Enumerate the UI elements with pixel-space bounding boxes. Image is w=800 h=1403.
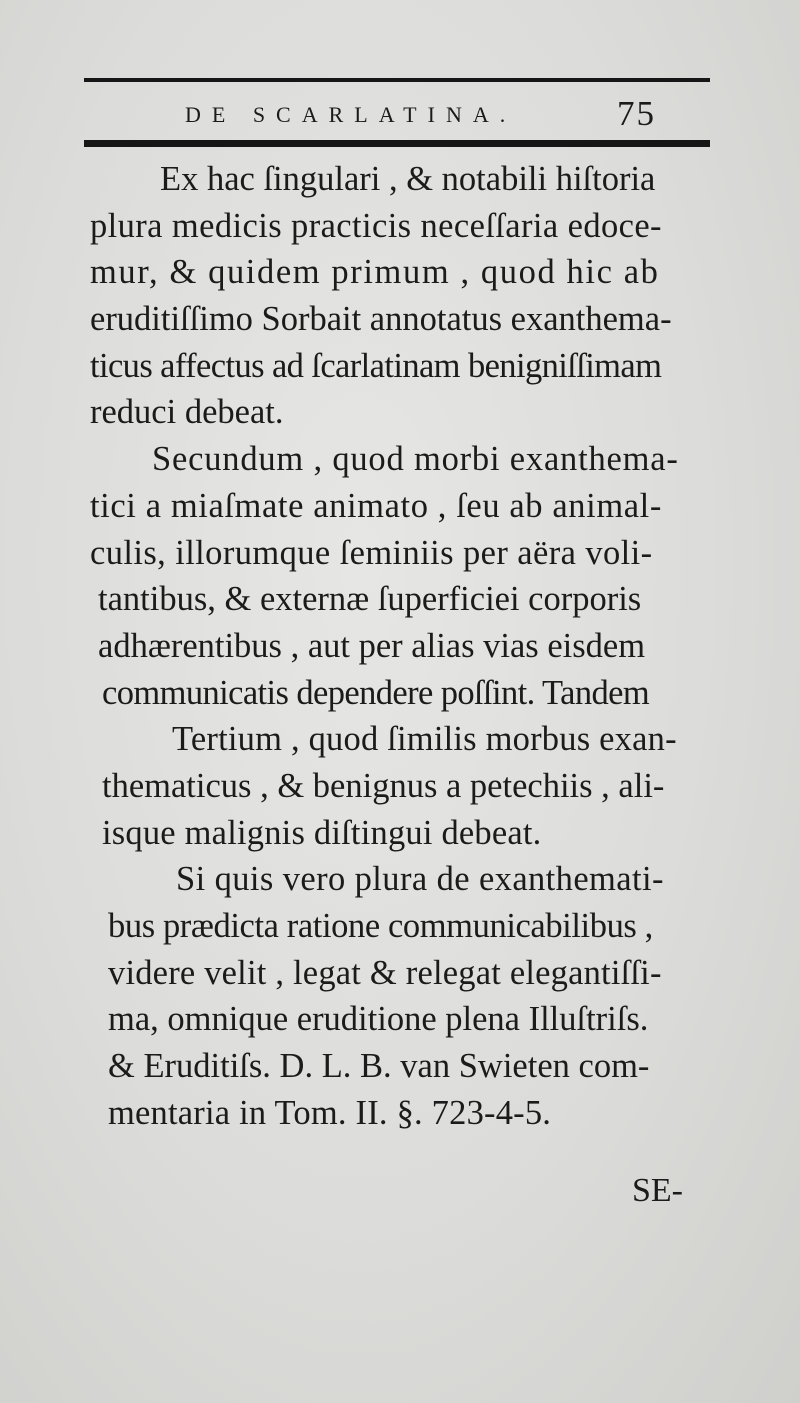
text-line: reduci debeat.: [90, 393, 284, 432]
text-line: tici a miaſmate animato , ſeu ab animal-: [90, 486, 662, 525]
text-line: thematicus , & benignus a petechiis , ali-: [102, 766, 665, 805]
body-text: [90, 156, 730, 1136]
text-line: Secundum , quod morbi exanthema-: [152, 440, 679, 479]
text-line: & Eruditiſs. D. L. B. van Swieten com-: [108, 1047, 650, 1086]
text-line: culis, illorumque ſeminiis per aëra voli-: [90, 533, 653, 572]
text-line: bus prædicta ratione communicabilibus ,: [108, 907, 653, 945]
text-line: tantibus, & externæ ſuperficiei corporis: [98, 580, 642, 619]
text-line: adhærentibus , aut per alias vias eisdem: [98, 626, 646, 665]
text-line: eruditiſſimo Sorbait annotatus exanthema-: [90, 300, 672, 339]
text-line: Si quis vero plura de exanthemati-: [176, 860, 664, 899]
text-line: ma, omnique eruditione plena Illuſtriſs.: [108, 1000, 649, 1039]
text-line: mur, & quidem primum , quod hic ab: [90, 253, 660, 292]
header-rule-bottom: [84, 140, 710, 147]
text-line: Tertium , quod ſimilis morbus exan-: [172, 720, 677, 759]
page-number: 75: [617, 94, 656, 133]
text-line: mentaria in Tom. II. §. 723-4-5.: [108, 1093, 552, 1132]
text-line: Ex hac ſingulari , & notabili hiſtoria: [160, 160, 656, 198]
catchword: SE-: [632, 1172, 683, 1209]
running-head: [185, 94, 685, 138]
text-line: plura medicis practicis neceſſaria edoce-: [90, 206, 662, 245]
text-line: videre velit , legat & relegat elegantiſſi-: [108, 953, 662, 992]
text-line: isque malignis diſtingui debeat.: [102, 813, 542, 852]
text-line: ticus affectus ad ſcarlatinam benigniſſimam: [90, 346, 662, 385]
running-title: DE SCARLATINA.: [185, 102, 517, 127]
header-rule-top: [84, 78, 710, 82]
text-line: communicatis dependere poſſint. Tandem: [102, 673, 650, 712]
